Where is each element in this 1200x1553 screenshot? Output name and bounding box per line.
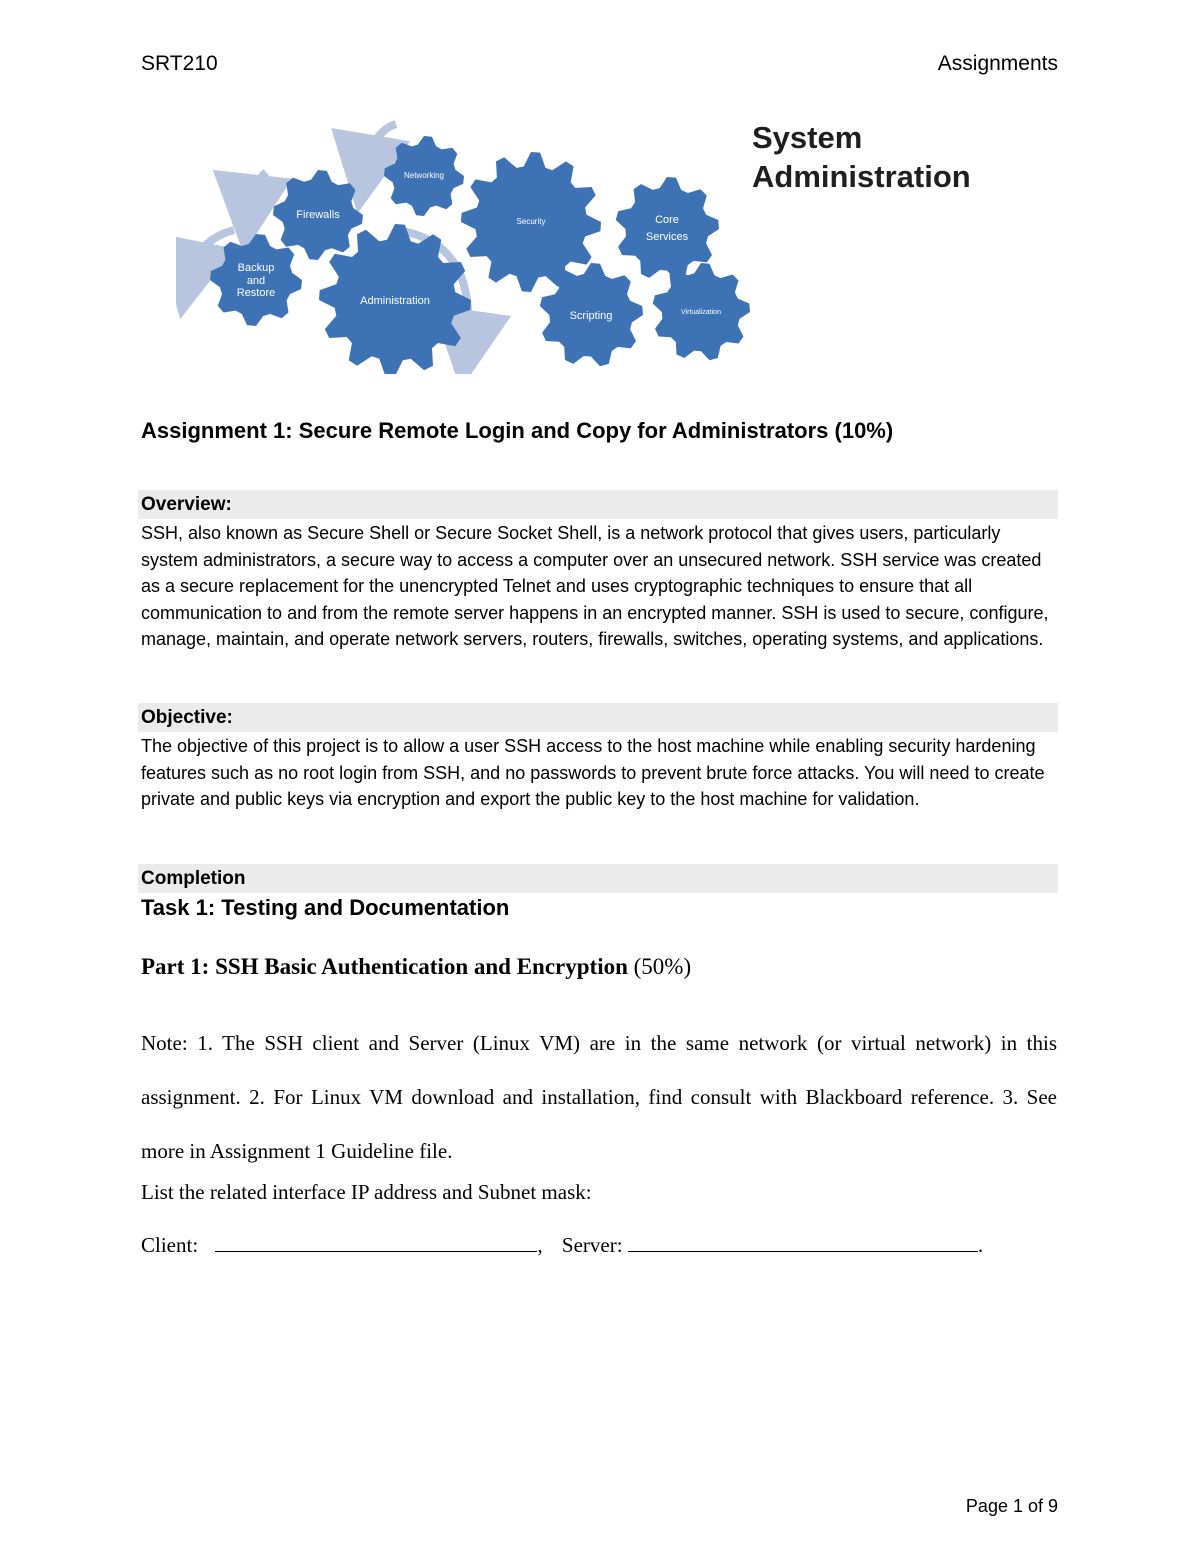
diagram-banner (752, 118, 971, 196)
overview-label: Overview: (141, 494, 232, 515)
gear-label-backup-2: and (246, 275, 266, 287)
banner-line-1: System (752, 120, 863, 155)
overview-heading-shade (138, 490, 1058, 519)
gear-label-backup-1: Backup (237, 262, 275, 274)
note-paragraph: Note: 1. The SSH client and Server (Linux VM) are in the same network (or virtual network) in this assignment. 2. For Linux VM download and installation, find consult with Blackboard reference. 3. See more in Assignment 1 Guideline file. (141, 1031, 1057, 1163)
gear-label-core-2: Services (645, 231, 689, 243)
header-section: Assignments (937, 52, 1058, 75)
client-label: Client: (141, 1233, 199, 1257)
completion-label: Completion (141, 868, 246, 889)
part-heading (141, 954, 691, 980)
part-weight: (50%) (633, 954, 692, 979)
cycle-arrow-2 (248, 172, 266, 214)
gear-label-scripting: Scripting (569, 310, 613, 322)
gear-label-firewalls: Firewalls (296, 209, 340, 221)
completion-heading-shade (138, 864, 1058, 893)
overview-text: SSH, also known as Secure Shell or Secure Socket Shell, is a network protocol that gives users, particularly system administrators, a secure way to access a computer over an unsecured network. SSH service was created as a secure replacement for the unencrypted Telnet and uses cryptographic techniques to ensure that all communication to and from the remote server happens in an encrypted manner. SSH is used to secure, configure, manage, maintain, and operate network servers, routers, firewalls, switches, operating systems, and applications. (141, 523, 1049, 650)
gear-label-virtualization: Virtualization (681, 309, 721, 316)
objective-heading-shade (138, 703, 1058, 732)
gear-label-security: Security (516, 217, 546, 226)
address-fill-line (141, 1233, 1057, 1258)
gear-label-core-1: Core (655, 214, 679, 226)
server-label: Server: (561, 1233, 623, 1257)
server-end: . (977, 1233, 984, 1257)
gear-label-backup-3: Restore (236, 287, 276, 299)
client-blank[interactable] (215, 1233, 537, 1252)
server-blank[interactable] (628, 1233, 978, 1252)
objective-label: Objective: (141, 707, 233, 728)
page-number: Page 1 of 9 (965, 1496, 1058, 1516)
list-prompt: List the related interface IP address and Subnet mask: (141, 1180, 592, 1204)
header-course: SRT210 (141, 52, 218, 75)
part-title: Part 1: SSH Basic Authentication and Encryption (141, 954, 628, 979)
objective-text: The objective of this project is to allow a user SSH access to the host machine while enabling security hardening features such as no root login from SSH, and no passwords to prevent brute force attacks. You will need to create private and public keys via encryption and export the public key to the host machine for validation. (141, 736, 1045, 810)
banner-line-2: Administration (752, 159, 971, 194)
task-heading: Task 1: Testing and Documentation (141, 895, 510, 920)
client-separator: , (537, 1233, 543, 1257)
system-administration-gears-diagram (176, 112, 776, 374)
gear-label-administration: Administration (360, 295, 430, 307)
assignment-title: Assignment 1: Secure Remote Login and Copy for Administrators (10%) (141, 418, 894, 443)
gear-label-networking: Networking (403, 171, 445, 180)
